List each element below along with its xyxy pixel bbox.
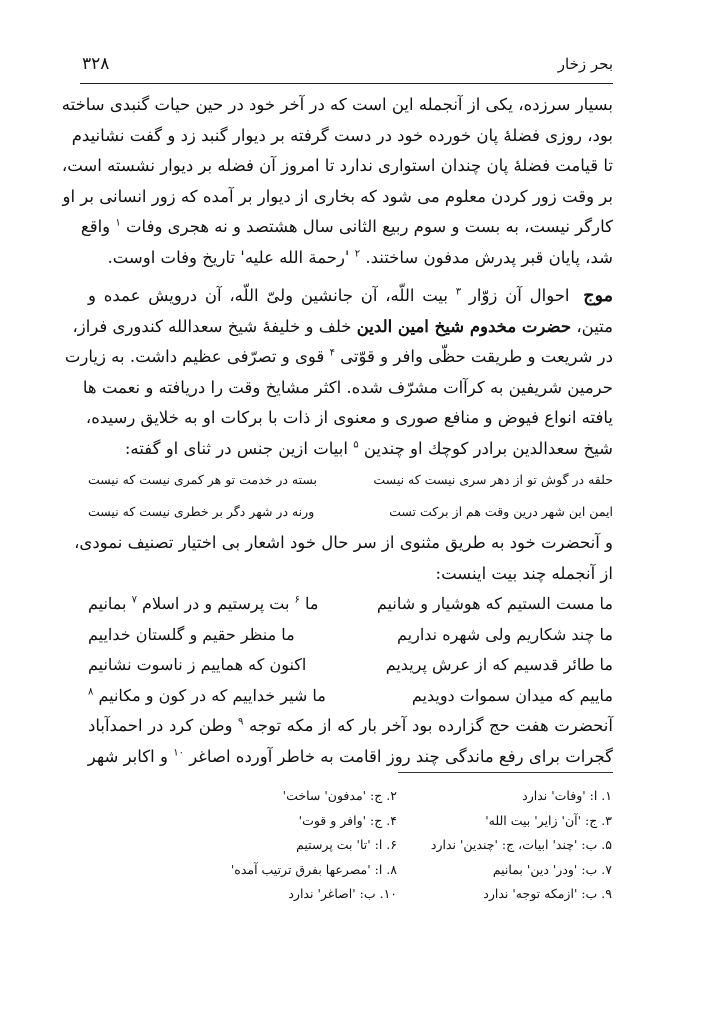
verse-couplet (88, 681, 613, 712)
footnote: ۷. ب: 'ودر' دین' بمانیم (492, 861, 612, 877)
footnote-rule (398, 772, 613, 773)
page-number: ۳۲۸ (82, 54, 110, 74)
text-line: یافته انواع فیوض و منافع صوری و معنوی از ذات با برکات او به خلایق رسیده، (85, 408, 613, 427)
text-line (88, 281, 613, 312)
verse-hemistich: ماییم که میدان سموات دویدیم (411, 685, 613, 705)
main-text (61, 90, 613, 772)
footnote: ۴. ج: 'وافر و قوت' (298, 812, 397, 828)
text-line: شد، پایان قبر پدرش مدفون ساختند. $^۲$ 'رحمة الله علیه' تاریخ وفات اوست. (107, 247, 613, 267)
footnote-marker: ۶ (294, 594, 300, 606)
footnote: ۱۰. ب: 'اصاغر' ندارد (288, 886, 397, 901)
verse-couplet (88, 650, 613, 681)
verse-hemistich: ایمن این شهر درین وقت هم از برکت تست (389, 504, 613, 519)
text-span: احوال آن زوّار $^۳$ بیت اللّه، آن جانشین ولیّ اللّه، آن درویش عمده و (88, 286, 570, 305)
verse-hemistich: اکنون که هماییم ز ناسوت نشانیم (88, 655, 307, 674)
footnote-marker: ۳ (455, 286, 462, 298)
verse-hemistich: ما مست الستیم که هوشیار و شانیم (376, 594, 613, 613)
verse-hemistich: ورنه در شهر دگر بر خطری نیست که نیست (88, 504, 315, 519)
section-heading: موج (583, 286, 613, 306)
verse-hemistich: ما طائر قدسیم که از عرش پریدیم (385, 655, 613, 674)
text-line: حرمین شریفین به کرآات مشرّف شده. اکثر مشایخ وقت را دریافته و نعمت ها (82, 377, 613, 397)
footnotes (100, 784, 612, 907)
footnote-marker: ۵ (353, 439, 359, 450)
text-line: کارگر نیست، به بست و سوم ربیع الثانی سال هشتصد و نه هجری وفات $^۱$ واقع (80, 217, 613, 236)
footnote-marker: ۷ (131, 594, 137, 606)
footnote-row (100, 833, 612, 858)
verse-couplet (88, 496, 613, 528)
verse-couplet (88, 464, 613, 496)
verse-hemistich: ما منظر حقیم و گلستان خداییم (88, 624, 295, 644)
text-span: خلف و خلیفهٔ شیخ سعدالله کندوری فراز، (72, 316, 352, 336)
footnote: ۸. ا: 'مصرعها بفرق ترتیب آمده' (230, 861, 397, 877)
footnote-marker: ۹ (238, 716, 244, 728)
footnote: ۵. ب: 'چند' ابیات، ج: 'چندین' ندارد (430, 837, 612, 852)
verse-hemistich: ما $^۶$ بت پرستیم و در اسلام $^۷$ بمانیم (88, 594, 319, 613)
footnote: ۱. ا: 'وفات' ندارد (522, 788, 612, 803)
footnote-marker: ۸ (88, 686, 94, 698)
footnote-marker: ۴ (329, 347, 335, 359)
bold-name: حضرت مخدوم شیخ امین الدین (356, 316, 572, 336)
text-span: متین، (576, 316, 613, 336)
running-title: بحر زخار (557, 55, 613, 73)
verse-hemistich: بسته در خدمت تو هر کمری نیست که نیست (88, 472, 318, 487)
verse-hemistich: ما شیر خداییم که در کون و مکانیم $^۸$ (88, 685, 326, 705)
header-rule (80, 83, 613, 84)
footnote-row (100, 809, 612, 834)
footnote: ۲. ج: 'مدفون' ساخت' (282, 788, 397, 803)
footnote: ۶. ا: 'تا' بت پرستیم (296, 837, 397, 852)
footnote: ۳. ج: 'آن' زایر' بیت الله' (485, 812, 612, 828)
footnote: ۹. ب: 'ازمکه توجه' ندارد (483, 886, 612, 901)
text-line: بسیار سرزده، یکی از آنجمله این است که در آخر خود در حین حیات گنبدی ساخته (61, 95, 613, 114)
text-line: بود، روزی فضلهٔ پان خورده خود در دست گرفته بر دیوار گنبد زد و گفت نشانیدم (71, 125, 613, 145)
text-line: در شریعت و طریقت حظّی وافر و قوّتی $^۴$ قوی و تصرّفی عظیم داشت. به زیارت (64, 347, 613, 366)
footnote-marker: ۲ (354, 248, 361, 259)
text-line: شیخ سعدالدین برادر کوچك او چندین $^۵$ ابیات ازین جنس در ثنای او گفته: (124, 438, 613, 458)
verse-couplet (88, 620, 613, 651)
verse-couplet (88, 589, 613, 620)
footnote-row (100, 882, 612, 907)
footnote-marker: ۱۰ (173, 747, 184, 758)
footnote-marker: ۱ (115, 217, 121, 229)
text-line: و آنحضرت خود به طریق مثنوی از سر حال خود اشعار بی اختیار تصنیف نمودی، (74, 533, 613, 552)
verse-hemistich: ما چند شکاریم ولی شهره نداریم (397, 624, 613, 644)
text-line: بر وقت زور کردن معلوم می شود که بخاری از دیوار بر آمده که زور انسانی بر او (62, 186, 613, 206)
footnote-row (100, 784, 612, 809)
text-line: تا قیامت فضلهٔ پان چندان استواری ندارد تا امروز آن فضله بر دیوار نشسته است، (61, 156, 613, 175)
verse-hemistich: حلقه در گوش تو از دهر سری نیست که نیست (373, 472, 613, 487)
text-line (72, 312, 613, 343)
footnote-row (100, 858, 612, 883)
text-line: گجرات برای رفع ماندگی چند روز اقامت به خاطر آورده اصاغر $^{۱۰}$ و اکابر شهر (87, 746, 613, 766)
text-line: از آنجمله چند بیت اینست: (435, 563, 613, 583)
text-line: آنحضرت هفت حج گزارده بود آخر بار که از مکه توجه $^۹$ وطن کرد در احمدآباد (88, 716, 613, 735)
